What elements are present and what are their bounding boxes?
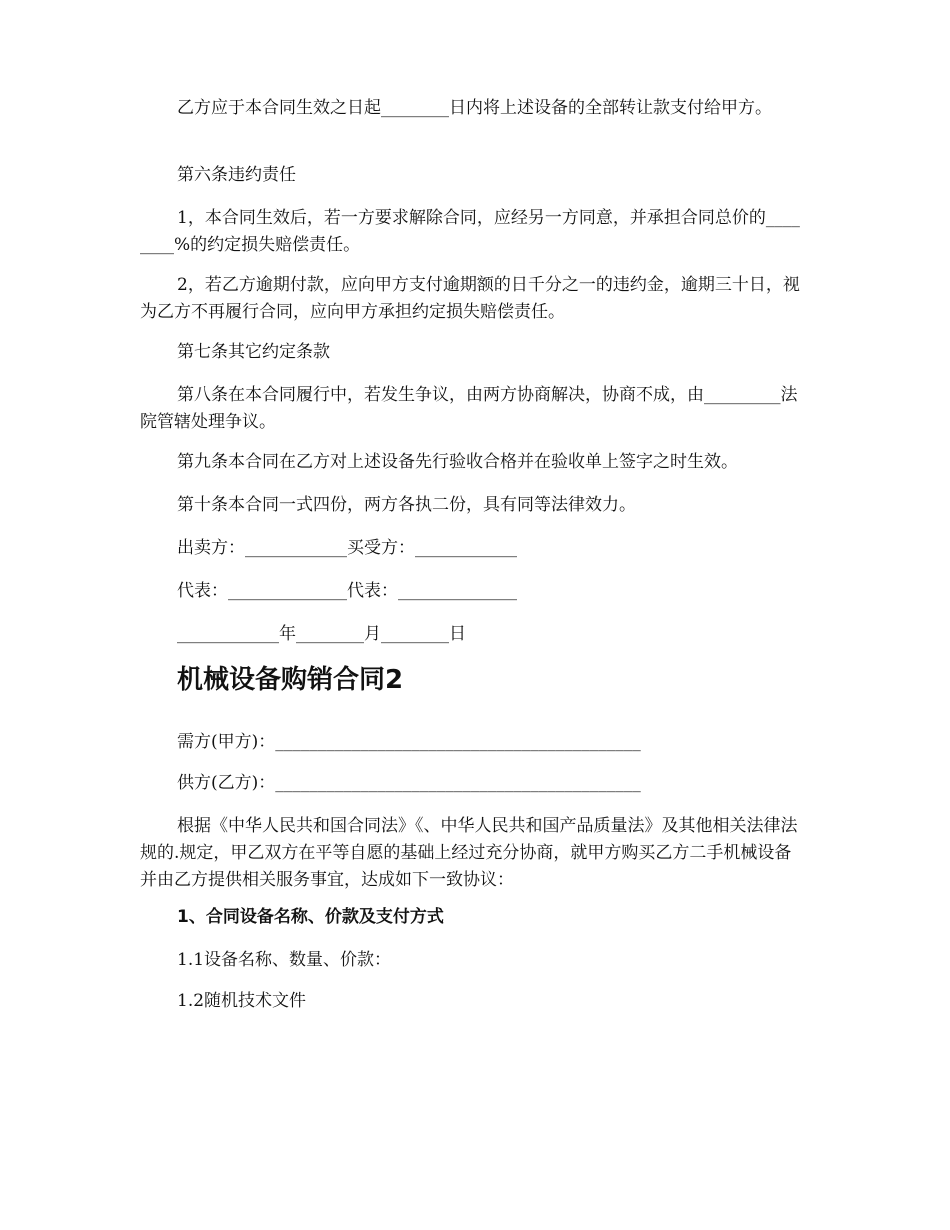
section-1-title: 1、合同设备名称、价款及支付方式	[177, 907, 444, 927]
article-9: 第九条本合同在乙方对上述设备先行验收合格并在验收单上签字之时生效。	[177, 452, 738, 472]
article-6-item-1: 1，本合同生效后，若一方要求解除合同，应经另一方同意，并承担合同总价的________%的约定损失赔偿责任。	[140, 208, 800, 255]
article-10: 第十条本合同一式四份，两方各执二份，具有同等法律效力。	[177, 495, 636, 515]
buyer-party-line: 需方(甲方)：___________________________________________	[177, 732, 641, 752]
item-1-1: 1.1设备名称、数量、价款：	[177, 950, 392, 970]
article-8: 第八条在本合同履行中，若发生争议，由两方协商解决，协商不成，由_________法院管辖处理争议。	[140, 385, 798, 432]
payment-clause-paragraph: 乙方应于本合同生效之日起________日内将上述设备的全部转让款支付给甲方。	[177, 98, 772, 118]
preamble-paragraph: 根据《中华人民共和国合同法》《、中华人民共和国产品质量法》及其他相关法律法规的.规定，甲乙双方在平等自愿的基础上经过充分协商，就甲方购买乙方二手机械设备并由乙方提供相关服务事宜，达成如下一致协议：	[140, 816, 798, 890]
signature-date-line: ____________年________月________日	[177, 624, 466, 644]
article-7: 第七条其它约定条款	[177, 342, 330, 362]
item-1-2: 1.2随机技术文件	[177, 991, 307, 1011]
contract-2-title: 机械设备购销合同2	[177, 665, 404, 695]
article-6-title: 第六条违约责任	[177, 165, 296, 185]
supplier-party-line: 供方(乙方)：___________________________________________	[177, 773, 641, 793]
signature-representatives-line: 代表：______________代表：______________	[177, 581, 517, 601]
signature-parties-line: 出卖方：____________买受方：____________	[177, 538, 517, 558]
article-6-item-2: 2，若乙方逾期付款，应向甲方支付逾期额的日千分之一的违约金，逾期三十日，视为乙方不再履行合同，应向甲方承担约定损失赔偿责任。	[140, 275, 800, 322]
